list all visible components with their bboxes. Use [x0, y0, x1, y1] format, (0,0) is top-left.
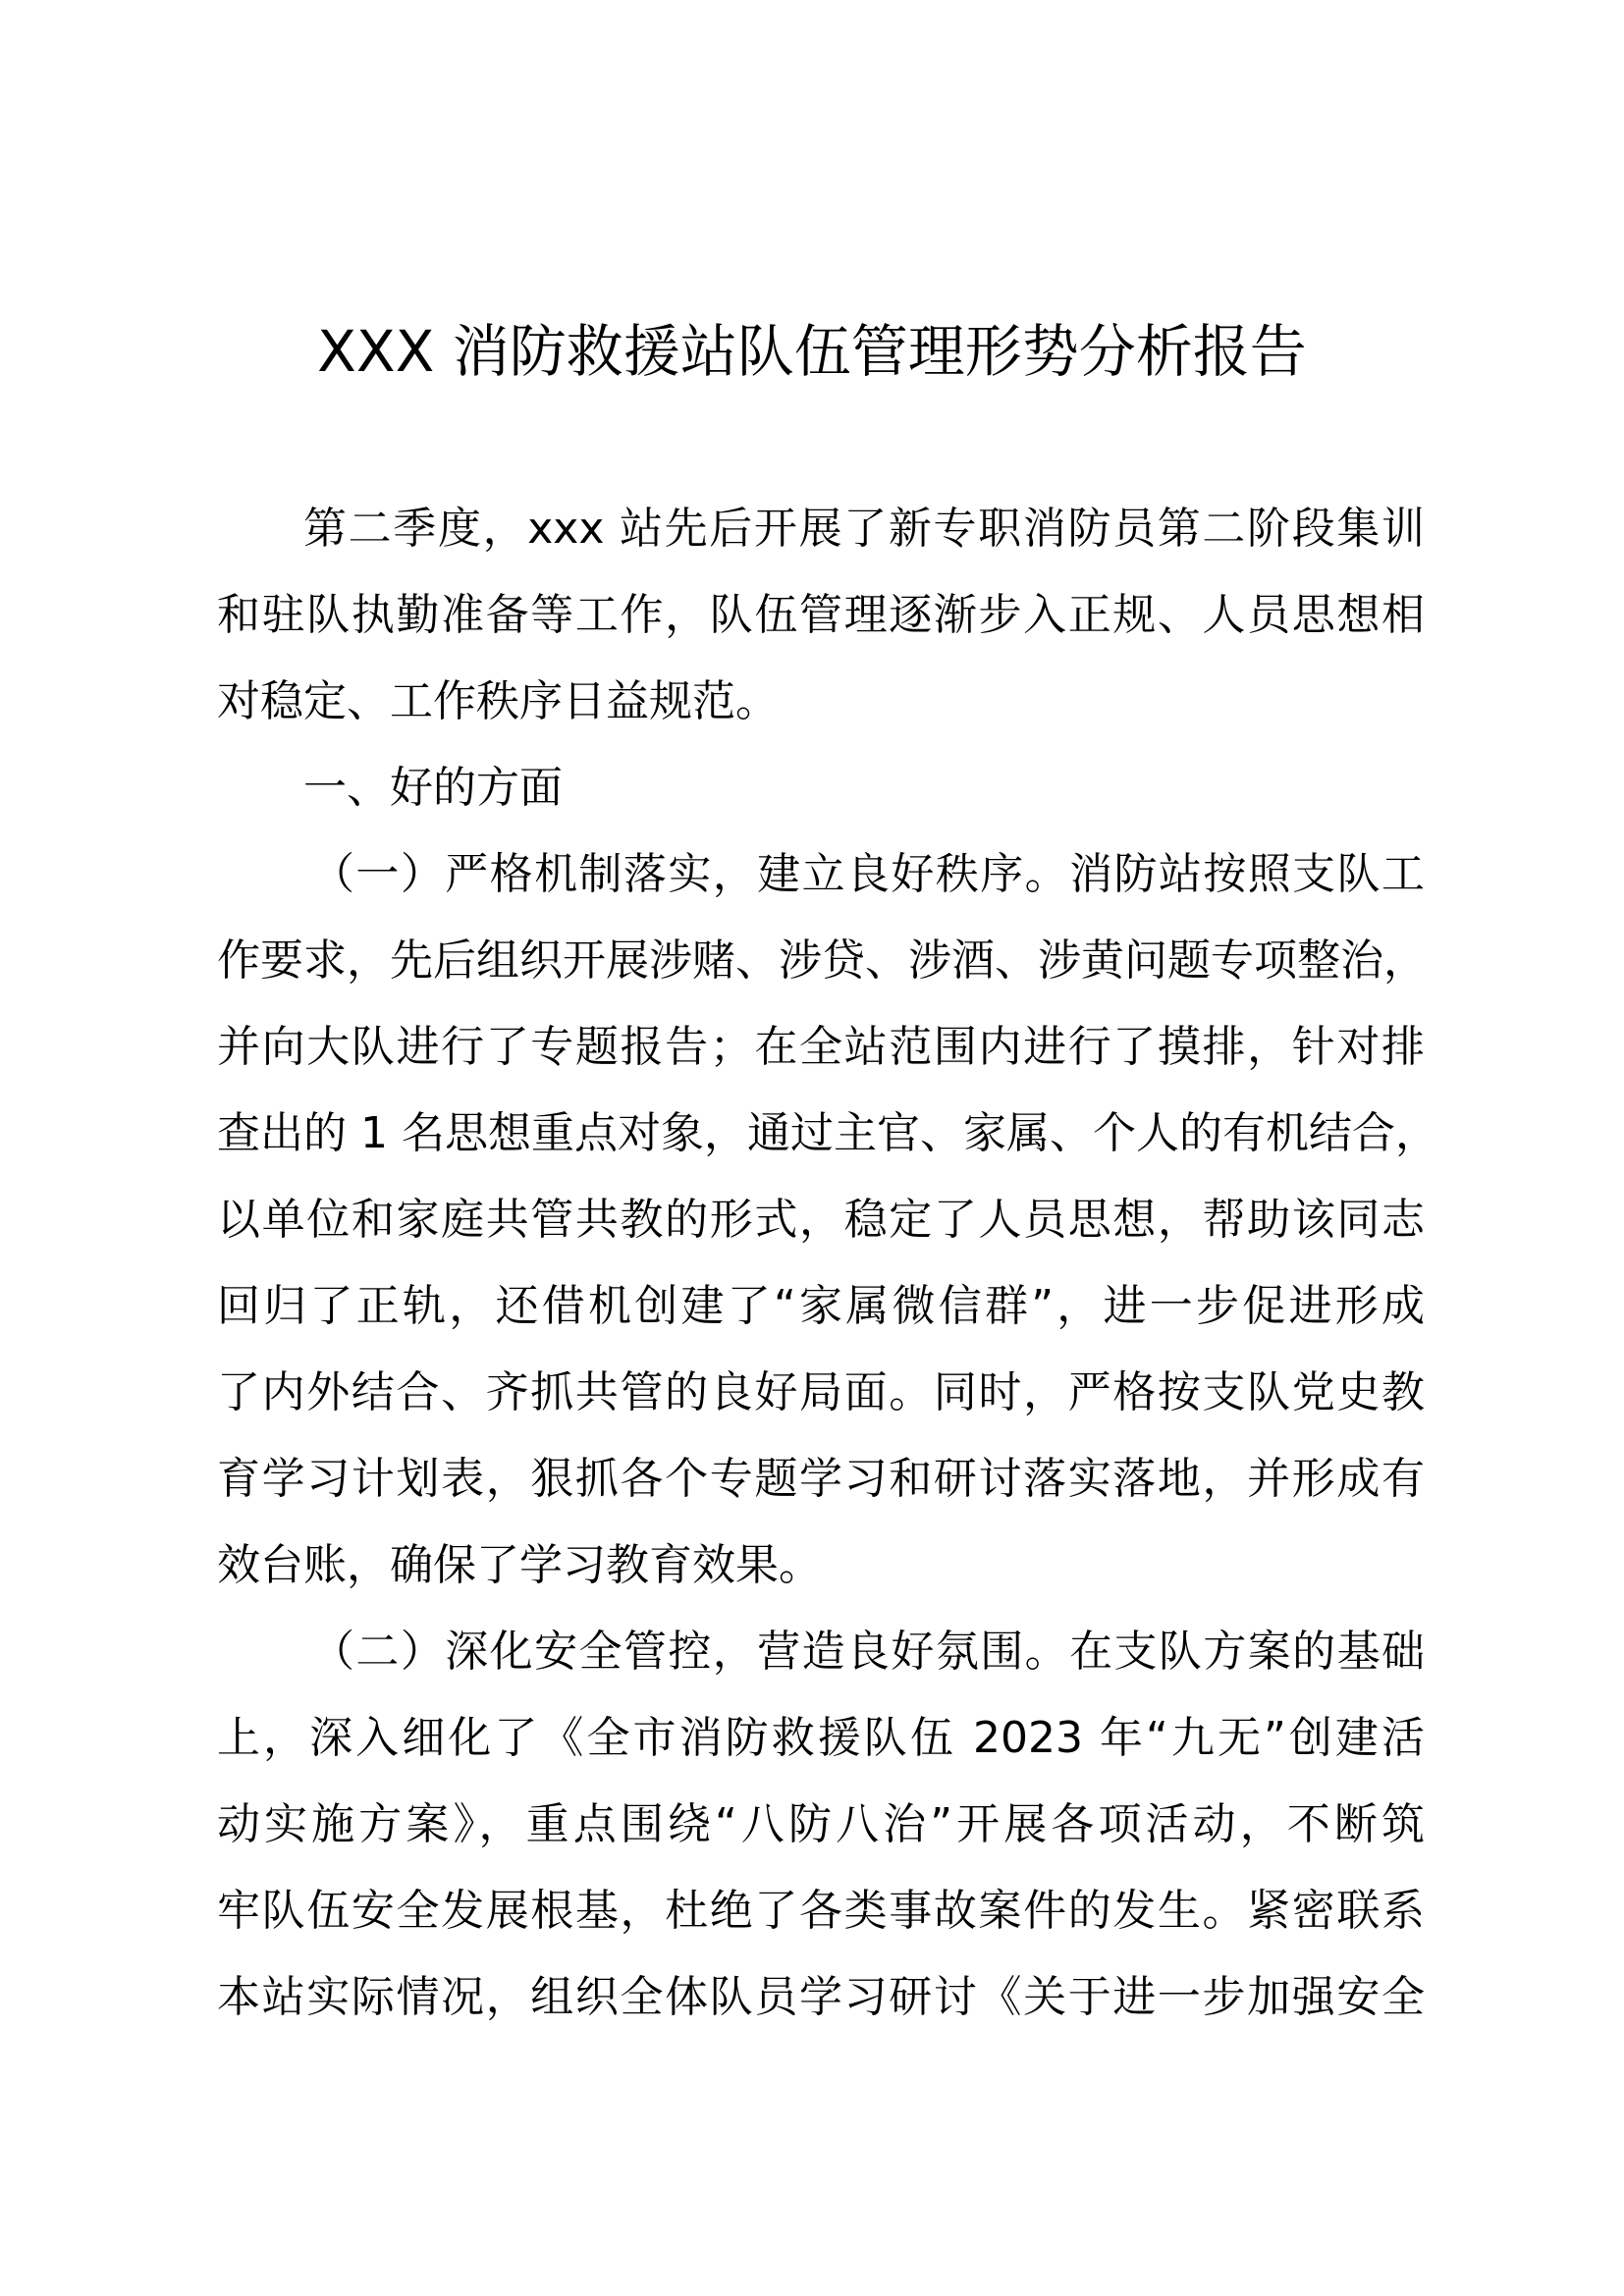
section-heading: 一、好的方面 [303, 763, 563, 813]
paragraph-line: 效台账，确保了学习教育效果。 [217, 1540, 822, 1590]
paragraph-line: 和驻队执勤准备等工作，队伍管理逐渐步入正规、人员思想相 [217, 590, 1425, 640]
paragraph-line: 对稳定、工作秩序日益规范。 [217, 676, 779, 726]
paragraph-line: 本站实际情况，组织全体队员学习研讨《关于进一步加强安全 [217, 1972, 1425, 2022]
paragraph-line: 作要求，先后组织开展涉赌、涉贷、涉酒、涉黄问题专项整治， [217, 935, 1427, 986]
paragraph-line: 查出的 1 名思想重点对象，通过主官、家属、个人的有机结合， [217, 1108, 1438, 1158]
paragraph-line: 了内外结合、齐抓共管的良好局面。同时，严格按支队党史教 [217, 1367, 1425, 1417]
paragraph-line: （一）严格机制落实，建立良好秩序。消防站按照支队工 [311, 849, 1425, 899]
paragraph-line: （二）深化安全管控，营造良好氛围。在支队方案的基础 [311, 1627, 1425, 1677]
paragraph-line: 牢队伍安全发展根基，杜绝了各类事故案件的发生。紧密联系 [217, 1886, 1425, 1936]
paragraph-line: 以单位和家庭共管共教的形式，稳定了人员思想，帮助该同志 [217, 1195, 1425, 1245]
paragraph-line: 动实施方案》，重点围绕“八防八治”开展各项活动，不断筑 [217, 1799, 1425, 1849]
paragraph-line: 育学习计划表，狠抓各个专题学习和研讨落实落地，并形成有 [217, 1454, 1425, 1504]
paragraph-line: 第二季度，xxx 站先后开展了新专职消防员第二阶段集训 [303, 504, 1425, 554]
document-body [217, 486, 1438, 2041]
paragraph-line: 上，深入细化了《全市消防救援队伍 2023 年“九无”创建活 [217, 1713, 1425, 1763]
paragraph-line: 回归了正轨，还借机创建了“家属微信群”，进一步促进形成 [217, 1281, 1425, 1331]
document-title: XXX 消防救援站队伍管理形势分析报告 [317, 318, 1307, 385]
paragraph-line: 并向大队进行了专题报告；在全站范围内进行了摸排，针对排 [217, 1022, 1425, 1072]
